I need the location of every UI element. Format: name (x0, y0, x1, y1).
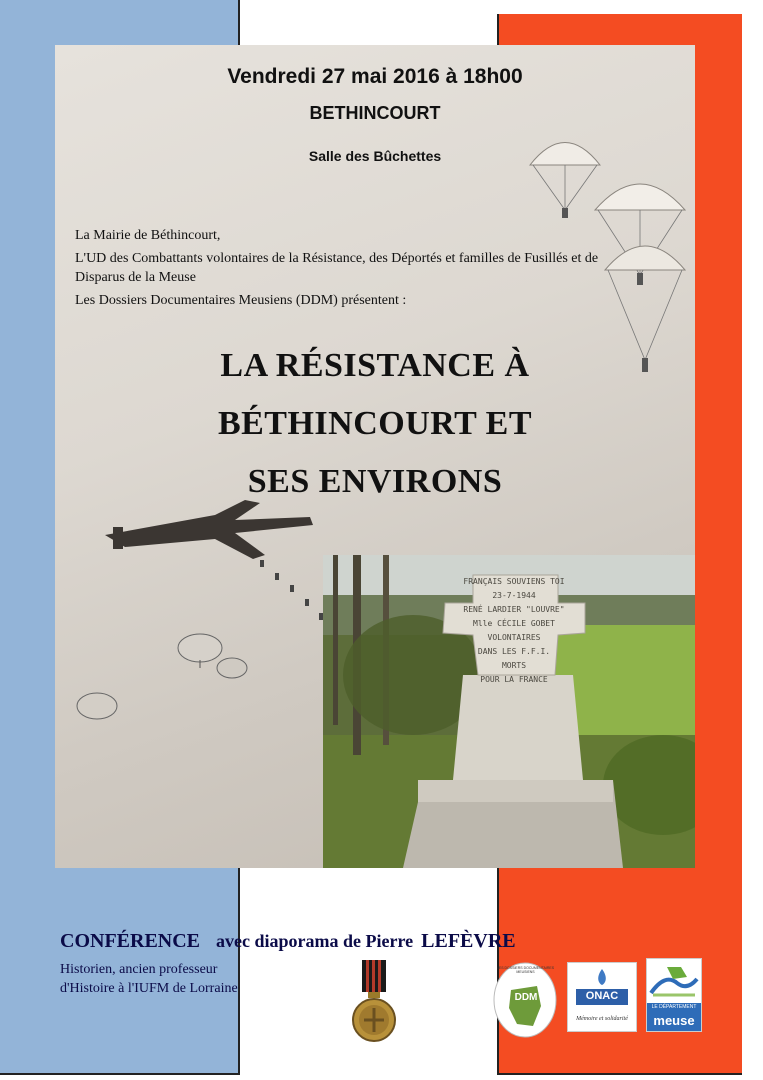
ddm-logo-mark: DDM (514, 992, 538, 1003)
speaker-bio-line-1: Historien, ancien professeur (60, 962, 218, 977)
main-title-line-1: LA RÉSISTANCE À (220, 347, 530, 384)
inscription-line: POUR LA FRANCE (480, 675, 548, 684)
ddm-logo-ring-text: LES DOSSIERS DOCUMENTAIRES MEUSIENS (496, 966, 555, 974)
event-date: Vendredi 27 mai 2016 à 18h00 (227, 65, 523, 88)
inscription-line: RENÉ LARDIER "LOUVRE" (463, 605, 565, 614)
main-title (55, 337, 695, 511)
parachute-icon (215, 655, 249, 683)
conference-text: avec diaporama de Pierre (216, 931, 414, 951)
meuse-logo-name: meuse (647, 1012, 701, 1031)
memorial-inscription (449, 575, 579, 687)
parachute-icon (75, 690, 119, 724)
meuse-logo (646, 958, 702, 1032)
inscription-line: FRANÇAIS SOUVIENS TOI (463, 577, 565, 586)
inscription-line: 23-7-1944 (492, 591, 536, 600)
onac-logo-mark: ONAC (585, 990, 619, 1002)
resistance-medal-icon (350, 960, 398, 1045)
inscription-line: Mlle CÉCILE GOBET (473, 619, 555, 628)
presenter-mairie: La Mairie de Béthincourt, (75, 228, 221, 243)
poster-photo-panel (55, 45, 695, 868)
presenters-block (75, 226, 635, 314)
ddm-logo (493, 960, 558, 1040)
presenter-ud: L'UD des Combattants volontaires de la Résistance, des Déportés et familles de Fusillés et de Disparus de la Meuse (75, 251, 599, 285)
inscription-line: VOLONTAIRES (487, 633, 541, 642)
speaker-bio-line-2: d'Histoire à l'IUFM de Lorraine (60, 981, 238, 996)
event-place: BETHINCOURT (309, 103, 441, 123)
memorial-photo (323, 555, 695, 868)
conference-speaker: LEFÈVRE (421, 930, 516, 952)
event-room: Salle des Bûchettes (308, 148, 442, 164)
meuse-logo-caption: LE DÉPARTEMENT (647, 1003, 701, 1012)
main-title-line-3: SES ENVIRONS (247, 463, 503, 500)
conference-line (60, 930, 516, 953)
onac-logo-tagline: Mémoire et solidarité (576, 1016, 628, 1022)
main-title-line-2: BÉTHINCOURT ET (217, 405, 533, 442)
inscription-line: MORTS (501, 661, 527, 670)
presenter-ddm: Les Dossiers Documentaires Meusiens (DDM) présentent : (75, 293, 407, 308)
conference-label: CONFÉRENCE (60, 930, 201, 952)
onac-logo (567, 962, 637, 1032)
inscription-line: DANS LES F.F.I. (477, 647, 551, 656)
meuse-logo-icon (647, 959, 701, 999)
speaker-bio (60, 960, 238, 998)
